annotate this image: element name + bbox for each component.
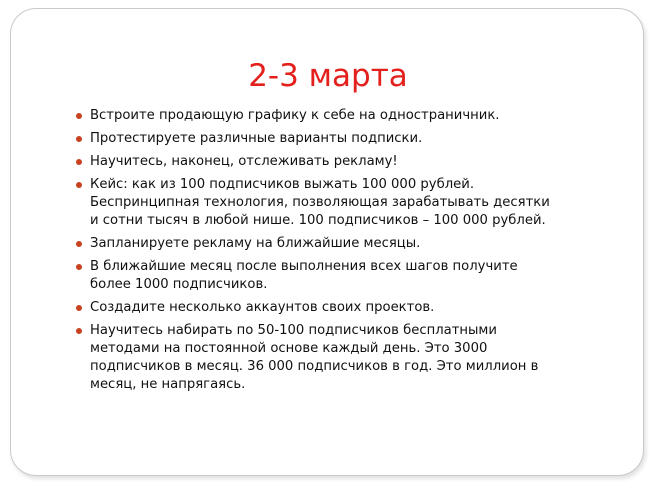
bullet-dot-icon: [76, 136, 82, 142]
bullet-line: Беспринципная технология, позволяющая зарабатывать десятки: [90, 195, 550, 210]
bullet-item: [76, 235, 624, 253]
bullet-line: Научитесь набирать по 50-100 подписчиков бесплатными: [90, 323, 497, 338]
bullet-line: Встроите продающую графику к себе на одностраничник.: [90, 108, 500, 123]
bullet-dot-icon: [76, 264, 82, 270]
bullet-line: Протестируете различные варианты подписки.: [90, 131, 423, 146]
bullet-line: Научитесь, наконец, отслеживать рекламу!: [90, 154, 398, 169]
bullet-list: [76, 107, 624, 399]
bullet-line: Запланируете рекламу на ближайшие месяцы.: [90, 236, 421, 251]
bullet-line: Кейс: как из 100 подписчиков выжать 100 000 рублей.: [90, 177, 475, 192]
bullet-line: более 1000 подписчиков.: [90, 277, 268, 292]
slide-title: 2-3 марта: [248, 58, 408, 94]
bullet-dot-icon: [76, 182, 82, 188]
bullet-dot-icon: [76, 159, 82, 165]
bullet-item: [76, 176, 624, 230]
bullet-dot-icon: [76, 305, 82, 311]
bullet-item: [76, 258, 624, 294]
bullet-line: и сотни тысяч в любой нише. 100 подписчиков – 100 000 рублей.: [90, 213, 546, 228]
bullet-item: [76, 153, 624, 171]
bullet-line: подписчиков в месяц. 36 000 подписчиков в год. Это миллион в: [90, 359, 539, 374]
bullet-line: В ближайшие месяц после выполнения всех шагов получите: [90, 259, 518, 274]
bullet-line: Создадите несколько аккаунтов своих проектов.: [90, 300, 435, 315]
bullet-item: [76, 299, 624, 317]
bullet-dot-icon: [76, 241, 82, 247]
bullet-item: [76, 107, 624, 125]
bullet-item: [76, 130, 624, 148]
bullet-item: [76, 322, 624, 394]
bullet-line: месяц, не напрягаясь.: [90, 377, 246, 392]
bullet-line: методами на постоянной основе каждый день. Это 3000: [90, 341, 488, 356]
bullet-dot-icon: [76, 113, 82, 119]
bullet-dot-icon: [76, 328, 82, 334]
